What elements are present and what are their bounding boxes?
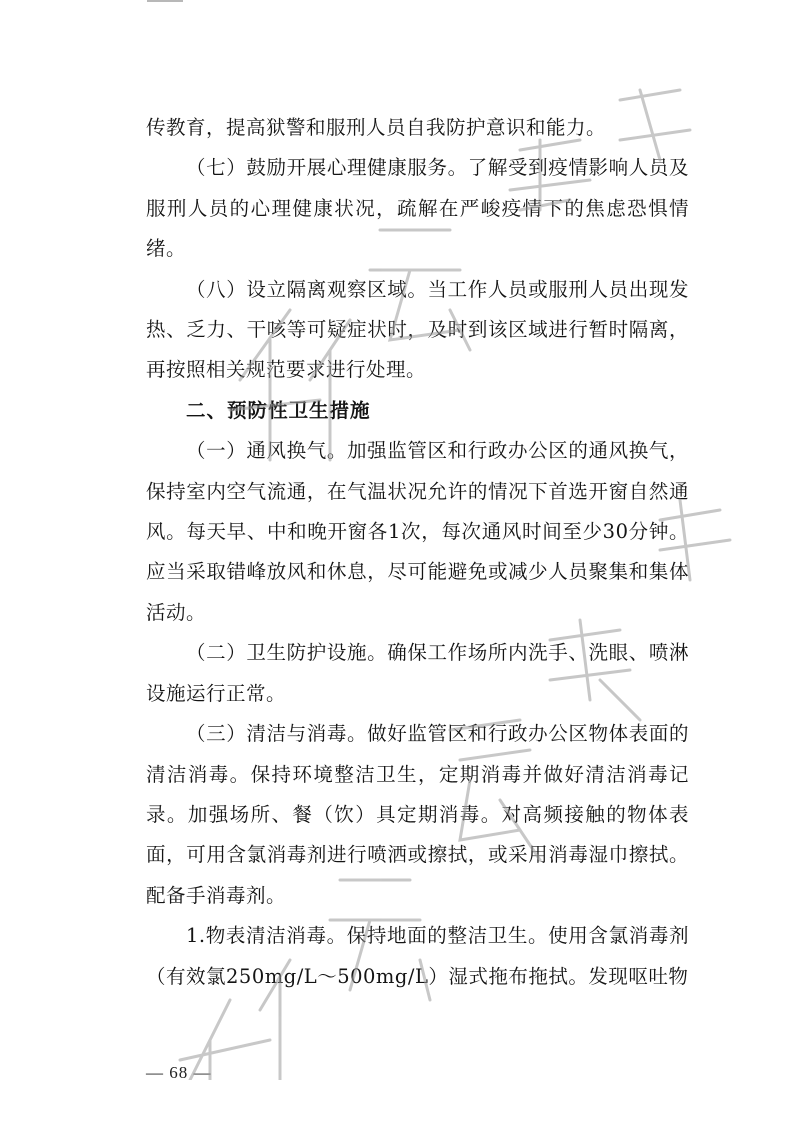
paragraph-4: （一）通风换气。加强监管区和行政办公区的通风换气，保持室内空气流通，在气温状况允许的情况下首选开窗自然通风。每天早、中和晚开窗各1次，每次通风时间至少30分钟。应当采取错峰放风和休息，尽可能避免或减少人员聚集和集体活动。 xyxy=(146,439,689,624)
paragraph-6: （三）清洁与消毒。做好监管区和行政办公区物体表面的清洁消毒。保持环境整洁卫生，定期消毒并做好清洁消毒记录。加强场所、餐（饮）具定期消毒。对高频接触的物体表面，可用含氯消毒剂进行喷洒或擦拭，或采用消毒湿巾擦拭。配备手消毒剂。 xyxy=(146,722,689,907)
paragraph-2: （七）鼓励开展心理健康服务。了解受到疫情影响人员及服刑人员的心理健康状况，疏解在严峻疫情下的焦虑恐惧情绪。 xyxy=(146,156,689,261)
top-rule xyxy=(147,0,183,2)
body-text xyxy=(146,108,689,997)
page-number: — 68 — xyxy=(146,1063,212,1082)
paragraph-3: （八）设立隔离观察区域。当工作人员或服刑人员出现发热、乏力、干咳等可疑症状时，及时到该区域进行暂时隔离，再按照相关规范要求进行处理。 xyxy=(146,277,689,382)
paragraph-7: 1.物表清洁消毒。保持地面的整洁卫生。使用含氯消毒剂（有效氯250mg/L～500mg/L）湿式拖布拖拭。发现呕吐物 xyxy=(146,924,689,988)
paragraph-1: 传教育，提高狱警和服刑人员自我防护意识和能力。 xyxy=(146,116,607,139)
paragraph-5: （二）卫生防护设施。确保工作场所内洗手、洗眼、喷淋设施运行正常。 xyxy=(146,641,689,705)
section-heading: 二、预防性卫生措施 xyxy=(186,398,371,422)
